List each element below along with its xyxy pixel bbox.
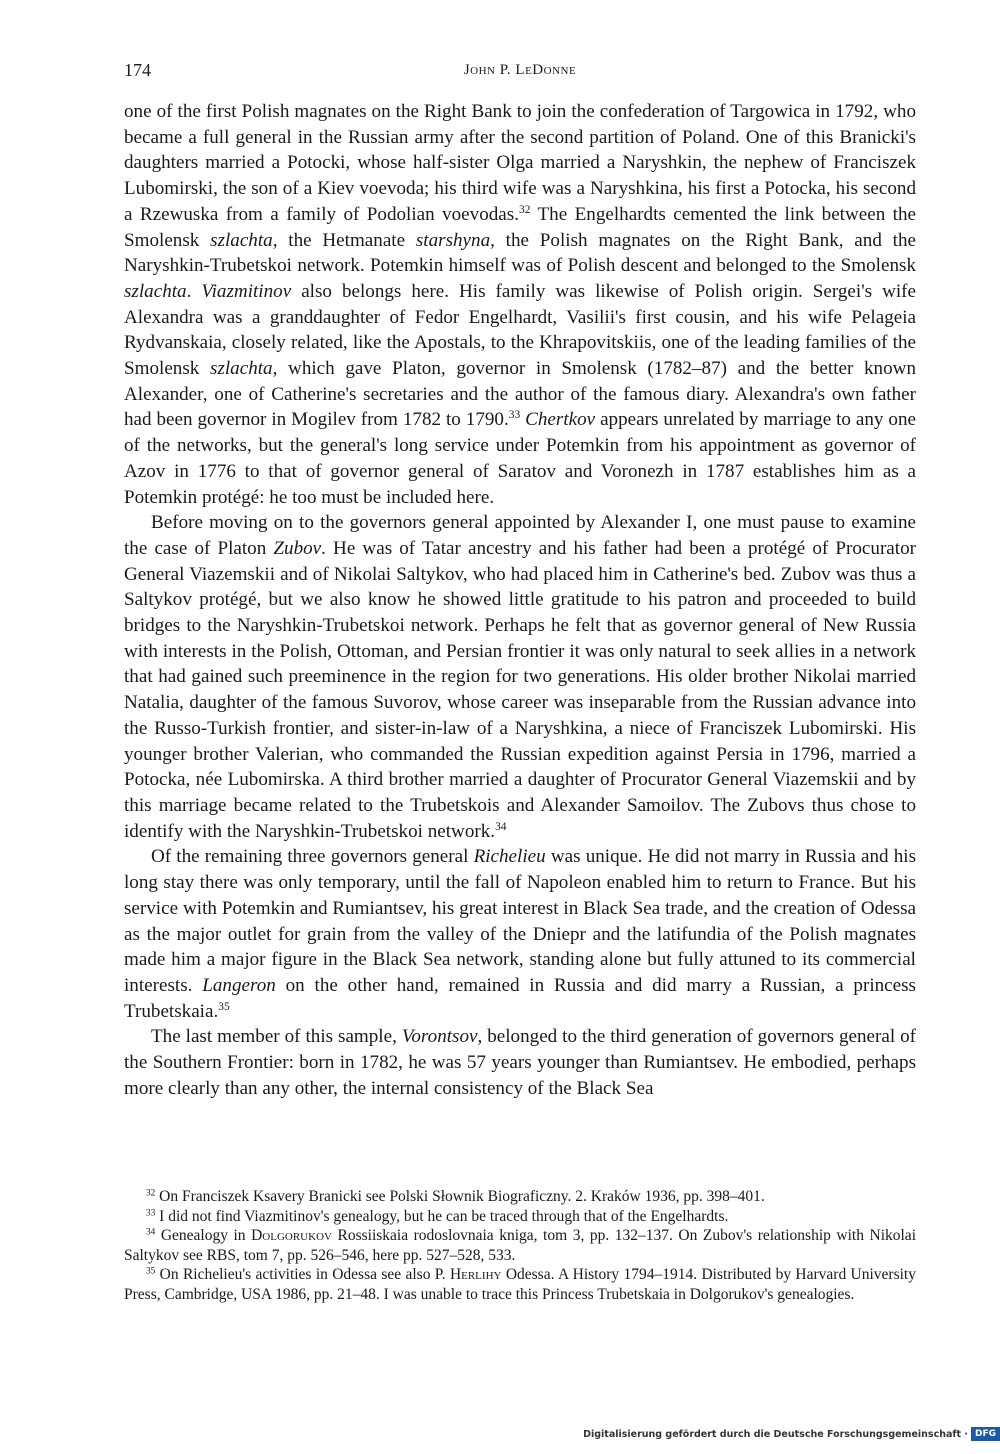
italic-term: Langeron xyxy=(202,974,276,996)
footnote-marker: 34 xyxy=(495,820,507,833)
text-run: . xyxy=(186,280,202,302)
running-head: John P. LeDonne xyxy=(463,62,577,78)
text-run: , the Hetmanate xyxy=(272,229,416,251)
footnote-marker: 35 xyxy=(146,1266,156,1277)
footnote-marker: 33 xyxy=(146,1207,156,1218)
italic-term: Zubov xyxy=(273,537,322,559)
footnote xyxy=(124,1207,916,1227)
italic-term: Richelieu xyxy=(473,846,546,868)
dfg-logo: DFG xyxy=(971,1427,1000,1441)
italic-term: Viazmitinov xyxy=(201,280,292,302)
italic-term: starshyna xyxy=(415,229,491,251)
italic-term: szlachta xyxy=(210,229,273,251)
footnote xyxy=(124,1187,916,1207)
text-run: The Engelhardts cemented the link between the Smolensk xyxy=(124,203,916,251)
text-run: I did not find Viazmitinov's genealogy, but he can be traced through that of the Engelhardts. xyxy=(155,1207,729,1225)
italic-term: szlachta xyxy=(210,358,273,380)
italic-term: szlachta xyxy=(124,280,187,302)
paragraph xyxy=(124,1024,916,1101)
body-text xyxy=(124,99,916,1101)
text-run: Odessa. A History 1794–1914. Distributed by Harvard University Press, Cambridge, USA 1986, pp. 21–48. I was unable to trace this Princess Trubetskaia in Dolgorukov's genealogies. xyxy=(124,1266,916,1303)
footnote-marker: 32 xyxy=(146,1188,156,1199)
author-name: Dolgorukov xyxy=(251,1227,332,1244)
text-run: On Richelieu's activities in Odessa see also P. xyxy=(155,1266,450,1283)
italic-term: Chertkov xyxy=(525,409,596,431)
text-run: Genealogy in xyxy=(155,1227,252,1244)
credit-text: Digitalisierung gefördert durch die Deutsche Forschungsgemeinschaft · xyxy=(583,1428,968,1440)
footnote-marker: 32 xyxy=(518,203,531,216)
footnotes xyxy=(124,1187,916,1304)
text-run: , the Polish magnates on the Right Bank, and the Naryshkin-Trubetskoi network. Potemkin himself was of Polish descent and belonged to the Smolensk xyxy=(124,229,916,277)
text-run: The last member of this sample, xyxy=(151,1026,402,1048)
text-run: appears unrelated by marriage to any one of the networks, but the general's long service under Potemkin from his appointment as governor of Azov in 1776 to that of governor general of Saratov and Voronezh in 1787 establishes him as a Potemkin protégé: he too must be included here. xyxy=(124,409,916,508)
page-header xyxy=(124,60,916,84)
text-run: Before moving on to the governors general appointed by Alexander I, one must pause to examine the case of Platon xyxy=(124,512,916,559)
footnote xyxy=(124,1226,916,1265)
footnote xyxy=(124,1265,916,1304)
text-run: . He was of Tatar ancestry and his father had been a protégé of Procurator General Viazemskii and of Nikolai Saltykov, who had placed him in Catherine's bed. Zubov was thus a Saltykov protégé, but we also know he showed little gratitude to his patron and proceeded to build bridges to the Naryshkin-Trubetskoi network. Perhaps he felt that as governor general of New Russia with interests in the Polish, Ottoman, and Persian frontier it was only natural to seek allies in a network that had gained such preeminence in the region for two generations. His older brother Nikolai married Natalia, daughter of the famous Suvorov, whose career was inseparable from the Russian advance into the Russo-Turkish frontier, and sister-in-law of a Naryshkina, a niece of Franciszek Lubomirski. His younger brother Valerian, who commanded the Russian expedition against Persia in 1796, married a Potocka, née Lubomirska. A third brother married a daughter of Procurator General Viazemskii and by this marriage became related to the Trubetskois and Alexander Samoilov. The Zubovs thus chose to identify with the Naryshkin-Trubetskoi network. xyxy=(124,537,916,842)
text-run: , which gave Platon, governor in Smolensk (1782–87) and the better known Alexander, one of Catherine's secretaries and the author of the famous diary. Alexandra's own father had been governor in Mogilev from 1782 to 1790. xyxy=(124,358,916,431)
text-run: On Franciszek Ksavery Branicki see Polski Słownik Biograficzny. 2. Kraków 1936, pp. 398–401. xyxy=(155,1188,765,1205)
text-run: Of the remaining three governors general xyxy=(151,846,474,868)
text-run: also belongs here. His family was likewise of Polish origin. Sergei's wife Alexandra was a granddaughter of Fedor Engelhardt, Vasilii's first cousin, and his wife Pelageia Rydvanskaia, closely related, like the Apostals, to the Khrapovitskiis, one of the leading families of the Smolensk xyxy=(124,280,916,380)
text-run: , belonged to the third generation of governors general of the Southern Frontier: born in 1782, he was 57 years younger than Rumiantsev. He embodied, perhaps more clearly than any other, the internal consistency of the Black Sea xyxy=(124,1026,916,1099)
text-run: was unique. He did not marry in Russia and his long stay there was only temporary, until the fall of Napoleon enabled him to return to France. But his service with Potemkin and Rumiantsev, his great interest in Black Sea trade, and the creation of Odessa as the major outlet for grain from the valley of the Dniepr and the latifundia of the Polish magnates made him a major figure in the Black Sea network, standing alone but fully attuned to its commercial interests. xyxy=(124,846,916,996)
paragraph xyxy=(124,99,916,510)
paragraph xyxy=(124,510,916,844)
text-run: one of the first Polish magnates on the Right Bank to join the confederation of Targowica in 1792, who became a full general in the Russian army after the second partition of Poland. One of this Branicki's daughters married a Potocki, whose half-sister Olga married a Naryshkin, the nephew of Franciszek Lubomirski, the son of a Kiev voevoda; his third wife was a Naryshkina, his first a Potocka, his second a Rzewuska from a family of Podolian voevodas. xyxy=(124,101,916,225)
paragraph xyxy=(124,844,916,1024)
footnote-marker: 34 xyxy=(146,1227,156,1238)
text-run: on the other hand, remained in Russia and did marry a Russian, a princess Trubetskaia. xyxy=(124,974,916,1022)
author-name: Herlihy xyxy=(449,1266,502,1283)
italic-term: Vorontsov xyxy=(401,1026,478,1048)
footnote-marker: 33 xyxy=(508,409,521,422)
digitization-credit xyxy=(583,1427,1000,1441)
page-number: 174 xyxy=(124,60,151,80)
text-run: Rossiiskaia rodoslovnaia kniga, tom 3, pp. 132–137. On Zubov's relationship with Nikolai Saltykov see RBS, tom 7, pp. 526–546, here pp. 527–528, 533. xyxy=(124,1227,916,1264)
footnote-marker: 35 xyxy=(218,1000,230,1013)
